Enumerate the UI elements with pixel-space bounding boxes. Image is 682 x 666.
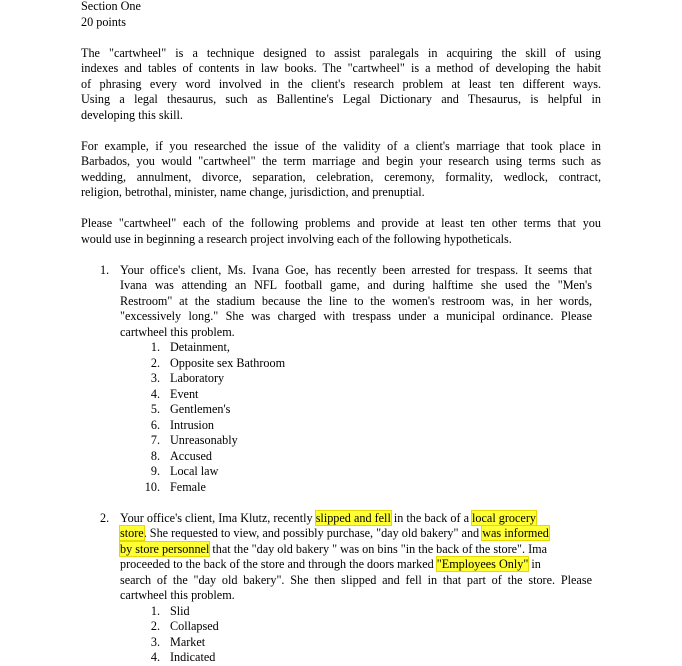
problem-1 [81,263,592,341]
list-item [140,356,601,372]
list-item [140,340,601,356]
term-number: 2. [150,355,160,370]
points-label: 20 points [81,14,127,29]
term-text: Female [170,479,206,494]
list-item [140,480,601,496]
highlighted-text: store [120,526,144,540]
problem-line [120,511,592,527]
intro-line: indexes and tables of contents in law books. The "cartwheel" is a method of developing the habit [81,61,601,75]
instruction-paragraph [81,216,601,247]
term-text: Unreasonably [170,433,238,447]
section-heading: Section One [81,0,141,13]
term-text: Event [170,386,199,401]
problem-line [120,526,592,542]
highlighted-text: slipped and fell [315,510,391,525]
term-number: 6. [150,417,160,432]
instruction-line: Please "cartwheel" each of the following problems and provide at least ten other terms that you [81,216,601,230]
highlighted-text: "Employees Only" [436,557,529,571]
list-item [140,619,601,635]
list-item [140,387,601,403]
spacer [81,247,601,263]
text-run: Your office's client, Ima Klutz, recently [120,510,316,525]
problem-line: search of the "day old bakery". She then slipped and fell in that part of the store. Please [120,572,592,587]
example-line: For example, if you researched the issue of the validity of a client's marriage that took place in [81,138,601,153]
term-number: 1. [150,340,160,354]
term-text: Market [170,634,206,649]
term-text: Gentlemen's [170,402,231,416]
term-text: Slid [170,603,190,618]
highlighted-text: was informed [482,526,549,540]
example-line: wedding, annulment, divorce, separation, celebration, ceremony, formality, wedlock, contract, [81,169,601,184]
spacer [81,30,601,46]
term-text: Indicated [170,650,216,664]
term-text: Opposite sex Bathroom [170,355,286,370]
problem-line: Your office's client, Ms. Ivana Goe, has recently been arrested for trespass. It seems that [120,262,592,277]
term-number: 4. [150,650,160,664]
term-text: Local law [170,464,219,478]
list-item [140,604,601,620]
text-run: in [528,557,541,571]
text-run: . She requested to view, and possibly purchase, "day old bakery" and [143,526,483,540]
intro-line: of phrasing every word involved in the client's research problem at least ten different ways. [81,76,601,91]
intro-line: Using a legal thesaurus, such as Ballentine's Legal Dictionary and Thesaurus, is helpful in [81,92,601,106]
term-text: Detainment, [170,340,230,354]
highlighted-text: local grocery [472,510,536,525]
list-item [140,650,601,666]
list-item [140,464,601,480]
example-line: Barbados, you would "cartwheel" the term marriage and begin your research using terms such as [81,154,601,168]
problem-line: "excessively long." She was charged with trespass under a municipal ordinance. Please [120,309,592,323]
problem-line: Restroom" at the stadium because the line to the women's restroom was, in her words, [120,293,592,308]
term-number: 1. [150,603,160,618]
intro-line: The "cartwheel" is a technique designed to assist paralegals in acquiring the skill of using [81,45,601,60]
term-number: 3. [150,371,160,385]
text-run: proceeded to the back of the store and through the doors marked [120,557,437,571]
term-number: 10. [144,479,160,494]
text-run: in the back of a [390,510,473,525]
problem-line [120,542,592,558]
list-item [140,418,601,434]
spacer [81,495,601,511]
problem-2 [81,511,592,604]
term-text: Laboratory [170,371,225,385]
term-text: Collapsed [170,619,219,633]
term-number: 4. [150,386,160,401]
term-number: 9. [150,464,160,478]
problem-2-terms [81,604,601,666]
example-line: religion, betrothal, minister, name change, jurisdiction, and prenuptial. [81,185,425,199]
instruction-line: would use in beginning a research project involving each of the following hypotheticals. [81,231,512,246]
document-page [81,0,601,666]
problem-line: cartwheel this problem. [120,588,235,602]
term-text: Accused [170,448,212,463]
term-number: 8. [150,448,160,463]
problem-line: Ivana was attending an NFL football game, and during halftime she used the "Men's [120,278,592,292]
intro-paragraph [81,46,601,124]
spacer [81,123,601,139]
list-item [140,635,601,651]
intro-line: developing this skill. [81,107,183,122]
list-item [140,371,601,387]
example-paragraph [81,139,601,201]
term-number: 2. [150,619,160,633]
spacer [81,201,601,217]
term-number: 5. [150,402,160,416]
list-item [140,402,601,418]
problem-number: 2. [100,510,110,525]
text-run: that the "day old bakery " was on bins "in the back of the store". Ima [209,541,548,556]
problem-number: 1. [100,262,110,277]
problem-line: cartwheel this problem. [120,324,235,339]
term-text: Intrusion [170,417,215,432]
term-number: 7. [150,433,160,447]
list-item [140,433,601,449]
highlighted-text: by store personnel [120,541,210,556]
problem-line [120,557,592,573]
list-item [140,449,601,465]
problem-1-terms [81,340,601,495]
term-number: 3. [150,634,160,649]
